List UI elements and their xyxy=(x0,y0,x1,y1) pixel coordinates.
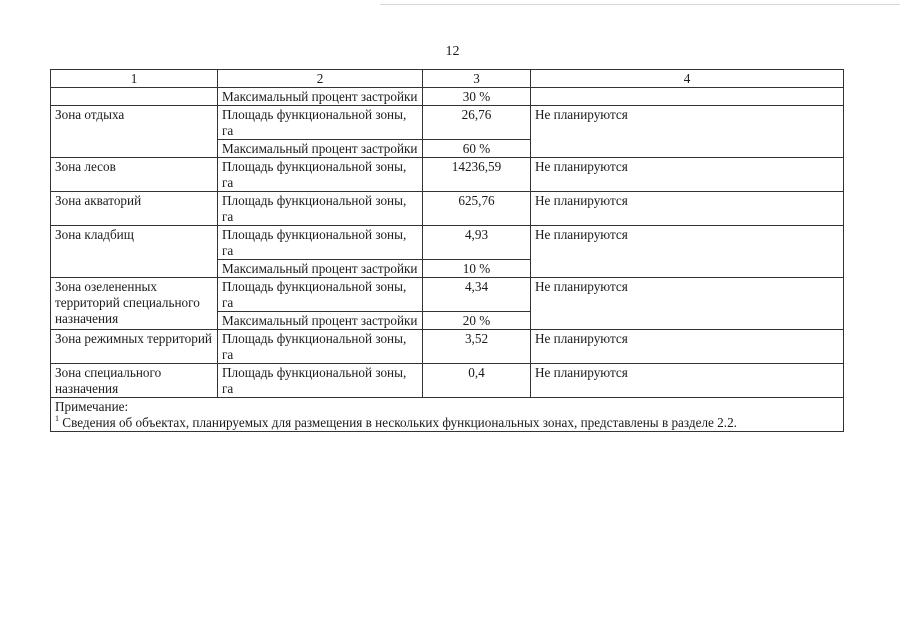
zone-name-cell: Зона кладбищ xyxy=(51,226,218,278)
value-cell: 10 % xyxy=(423,260,531,278)
functional-zones-table xyxy=(50,69,844,432)
value-cell: 30 % xyxy=(423,88,531,106)
zone-name-cell: Зона специального назначения xyxy=(51,364,218,398)
indicator-cell: Площадь функциональной зоны, га xyxy=(218,106,423,140)
zone-name-cell: Зона лесов xyxy=(51,158,218,192)
zone-name-cell: Зона режимных территорий xyxy=(51,330,218,364)
table-row xyxy=(51,192,844,226)
note-cell xyxy=(51,398,844,432)
value-cell: 4,34 xyxy=(423,278,531,312)
value-cell: 3,52 xyxy=(423,330,531,364)
table-row xyxy=(51,158,844,192)
table-row xyxy=(51,226,844,260)
value-cell: 60 % xyxy=(423,140,531,158)
note-text: Сведения об объектах, планируемых для размещения в нескольких функциональных зонах, представлены в разделе 2.2. xyxy=(62,415,737,430)
planned-objects-cell: Не планируются xyxy=(531,106,844,158)
planned-objects-cell xyxy=(531,88,844,106)
value-cell: 14236,59 xyxy=(423,158,531,192)
footnote-mark: 1 xyxy=(55,414,59,423)
zone-name-cell xyxy=(51,88,218,106)
value-cell: 0,4 xyxy=(423,364,531,398)
note-title: Примечание: xyxy=(55,399,129,414)
value-cell: 4,93 xyxy=(423,226,531,260)
value-cell: 625,76 xyxy=(423,192,531,226)
header-cell-4: 4 xyxy=(531,70,844,88)
planned-objects-cell: Не планируются xyxy=(531,330,844,364)
note-row xyxy=(51,398,844,432)
note-text-line xyxy=(55,415,839,431)
zone-name-cell: Зона озелененных территорий специального назначения xyxy=(51,278,218,330)
table-row xyxy=(51,364,844,398)
page-number: 12 xyxy=(445,44,460,59)
header-row xyxy=(51,70,844,88)
planned-objects-cell: Не планируются xyxy=(531,364,844,398)
indicator-cell: Максимальный процент застройки xyxy=(218,260,423,278)
header-cell-2: 2 xyxy=(218,70,423,88)
value-cell: 20 % xyxy=(423,312,531,330)
indicator-cell: Максимальный процент застройки xyxy=(218,88,423,106)
table-row xyxy=(51,330,844,364)
planned-objects-cell: Не планируются xyxy=(531,226,844,278)
zone-name-cell: Зона акваторий xyxy=(51,192,218,226)
indicator-cell: Площадь функциональной зоны, га xyxy=(218,364,423,398)
table-row xyxy=(51,88,844,106)
indicator-cell: Площадь функциональной зоны, га xyxy=(218,192,423,226)
indicator-cell: Площадь функциональной зоны, га xyxy=(218,330,423,364)
indicator-cell: Максимальный процент застройки xyxy=(218,140,423,158)
table-row xyxy=(51,106,844,140)
value-cell: 26,76 xyxy=(423,106,531,140)
indicator-cell: Площадь функциональной зоны, га xyxy=(218,226,423,260)
scan-edge-line xyxy=(380,4,900,5)
header-cell-1: 1 xyxy=(51,70,218,88)
indicator-cell: Площадь функциональной зоны, га xyxy=(218,158,423,192)
table-row xyxy=(51,278,844,312)
planned-objects-cell: Не планируются xyxy=(531,192,844,226)
planned-objects-cell: Не планируются xyxy=(531,158,844,192)
zone-name-cell: Зона отдыха xyxy=(51,106,218,158)
header-cell-3: 3 xyxy=(423,70,531,88)
indicator-cell: Максимальный процент застройки xyxy=(218,312,423,330)
indicator-cell: Площадь функциональной зоны, га xyxy=(218,278,423,312)
planned-objects-cell: Не планируются xyxy=(531,278,844,330)
